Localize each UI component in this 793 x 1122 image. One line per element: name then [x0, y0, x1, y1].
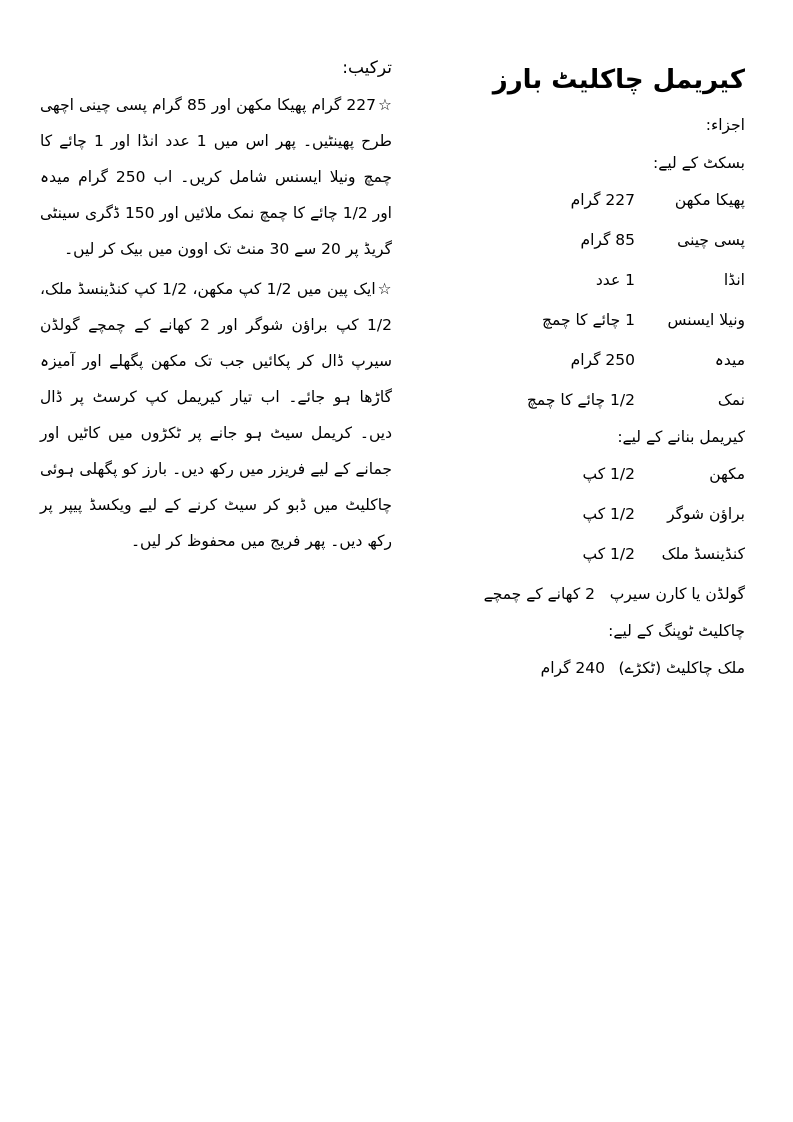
section-heading-caramel: کیریمل بنانے کے لیے:	[617, 428, 745, 446]
star-bullet-icon: ☆	[377, 280, 392, 298]
ingredients-label: اجزاء:	[705, 116, 745, 134]
ingredient-name: میدہ	[714, 351, 745, 369]
ingredients-column	[455, 60, 745, 688]
ingredient-amount: 2 کھانے کے چمچے	[483, 585, 595, 603]
ingredient-name: کنڈینسڈ ملک	[661, 545, 745, 563]
ingredient-row	[455, 220, 745, 260]
ingredient-name: مکھن	[709, 465, 745, 483]
ingredient-amount: 1 عدد	[595, 271, 635, 289]
ingredient-amount: 1/2 چائے کا چمچ	[526, 391, 635, 409]
method-paragraph	[40, 87, 392, 267]
method-paragraph-text: 227 گرام پھیکا مکھن اور 85 گرام پسی چینی اچھی طرح پھینٹیں۔ پھر اس میں 1 عدد انڈا اور 1 چائے کا چمچ ونیلا ایسنس شامل کریں۔ اب 250 گرام میدہ اور 1/2 چائے کا چمچ نمک ملائیں اور 150 ڈگری سینٹی گریڈ پر 20 سے 30 منٹ تک اوون میں بیک کر لیں۔	[40, 96, 392, 258]
ingredient-row	[455, 454, 745, 494]
ingredient-row	[455, 574, 745, 614]
ingredient-amount: 1/2 کپ	[582, 505, 635, 523]
ingredient-row	[455, 340, 745, 380]
ingredient-name: براؤن شوگر	[667, 505, 745, 523]
recipe-title: کیریمل چاکلیٹ بارز	[492, 65, 745, 95]
ingredient-row	[455, 180, 745, 220]
ingredient-name: پسی چینی	[677, 231, 745, 249]
ingredient-name: ملک چاکلیٹ (ٹکڑے)	[618, 659, 745, 677]
ingredient-amount: 1/2 کپ	[582, 465, 635, 483]
ingredient-amount: 1 چائے کا چمچ	[541, 311, 635, 329]
ingredient-name: ونیلا ایسنس	[667, 311, 745, 329]
ingredient-name: انڈا	[723, 271, 745, 289]
ingredient-row	[455, 648, 745, 688]
ingredient-name: گولڈن یا کارن سیرپ	[609, 585, 745, 603]
ingredient-amount: 227 گرام	[570, 191, 635, 209]
method-heading: ترکیب:	[342, 58, 392, 78]
ingredient-amount: 85 گرام	[580, 231, 635, 249]
method-column	[40, 55, 392, 559]
ingredient-row	[455, 380, 745, 420]
method-paragraph	[40, 271, 392, 559]
ingredient-row	[455, 494, 745, 534]
ingredient-row	[455, 260, 745, 300]
ingredient-amount: 240 گرام	[540, 659, 605, 677]
section-heading-biscuit: بسکٹ کے لیے:	[653, 154, 745, 172]
star-bullet-icon: ☆	[377, 96, 392, 114]
ingredient-name: نمک	[717, 391, 745, 409]
ingredient-row	[455, 300, 745, 340]
ingredient-row	[455, 534, 745, 574]
ingredient-name: پھیکا مکھن	[674, 191, 745, 209]
ingredient-amount: 1/2 کپ	[582, 545, 635, 563]
method-paragraph-text: ایک پین میں 1/2 کپ مکھن، 1/2 کپ کنڈینسڈ ملک، 1/2 کپ براؤن شوگر اور 2 کھانے کے چمچے گولڈن سیرپ ڈال کر پکائیں جب تک مکھن پگھلے اور آمیزہ گاڑھا ہو جائے۔ اب تیار کیریمل کپ کرسٹ پر ڈال دیں۔ کریمل سیٹ ہو جانے پر ٹکڑوں میں کاٹیں اور جمانے کے لیے فریزر میں رکھ دیں۔ بارز کو پگھلی ہوئی چاکلیٹ میں ڈبو کر سیٹ کرنے کے لیے ویکسڈ پیپر پر رکھ دیں۔ پھر فریج میں محفوظ کر لیں۔	[40, 280, 392, 550]
section-heading-chocolate: چاکلیٹ ٹوپنگ کے لیے:	[608, 622, 745, 640]
ingredient-amount: 250 گرام	[570, 351, 635, 369]
